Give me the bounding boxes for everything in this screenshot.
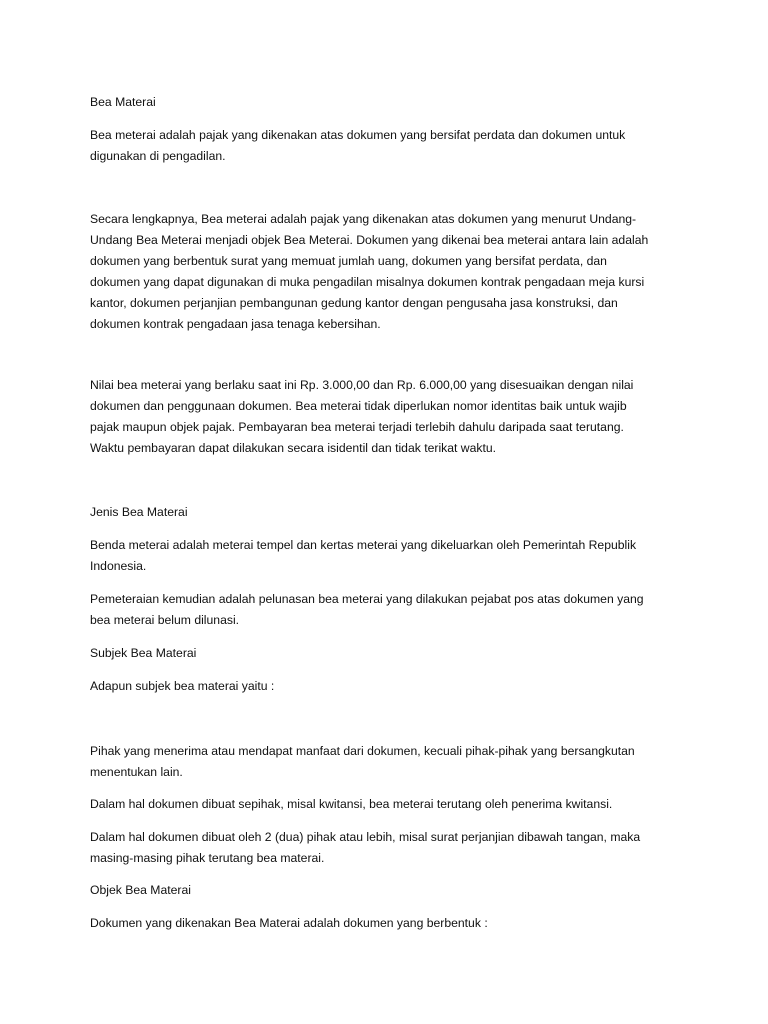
paragraph-nilai: Nilai bea meterai yang berlaku saat ini Rp. 3.000,00 dan Rp. 6.000,00 yang disesuaikan dengan nilai dokumen dan penggunaan dokumen. Bea meterai tidak diperlukan nomor identitas baik untuk wajib pajak maupun objek pajak. Pembayaran bea meterai terjadi terlebih dahulu daripada saat terutang. Waktu pembayaran dapat dilakukan secara isidentil dan tidak terikat waktu. xyxy=(90,378,634,455)
heading-bea-materai: Bea Materai xyxy=(90,95,156,109)
heading-objek: Objek Bea Materai xyxy=(90,883,191,897)
paragraph-definition: Bea meterai adalah pajak yang dikenakan atas dokumen yang bersifat perdata dan dokumen untuk digunakan di pengadilan. xyxy=(90,128,626,163)
paragraph-subjek-intro: Adapun subjek bea materai yaitu : xyxy=(90,679,275,693)
heading-subjek: Subjek Bea Materai xyxy=(90,646,197,660)
paragraph-objek-intro: Dokumen yang dikenakan Bea Materai adalah dokumen yang berbentuk : xyxy=(90,916,488,930)
paragraph-detail: Secara lengkapnya, Bea meterai adalah pajak yang dikenakan atas dokumen yang menurut Undang- Undang Bea Meterai menjadi objek Bea Meterai. Dokumen yang dikenai bea meterai antara lain adalah dokumen yang berbentuk surat yang memuat jumlah uang, dokumen yang bersifat perdata, dan dokumen yang dapat digunakan di muka pengadilan misalnya dokumen kontrak pengadaan meja kursi kantor, dokumen perjanjian pembangunan gedung kantor dengan pengusaha jasa konstruksi, dan dokumen kontrak pengadaan jasa tenaga kebersihan. xyxy=(90,212,649,331)
paragraph-benda-meterai: Benda meterai adalah meterai tempel dan kertas meterai yang dikeluarkan oleh Pemerintah Republik Indonesia. xyxy=(90,538,637,573)
heading-jenis: Jenis Bea Materai xyxy=(90,505,188,519)
paragraph-dua-pihak: Dalam hal dokumen dibuat oleh 2 (dua) pihak atau lebih, misal surat perjanjian dibawah tangan, maka masing-masing pihak terutang bea materai. xyxy=(90,830,641,865)
paragraph-pihak: Pihak yang menerima atau mendapat manfaat dari dokumen, kecuali pihak-pihak yang bersangkutan menentukan lain. xyxy=(90,744,635,779)
paragraph-sepihak: Dalam hal dokumen dibuat sepihak, misal kwitansi, bea meterai terutang oleh penerima kwitansi. xyxy=(90,797,613,811)
paragraph-pemeteraian: Pemeteraian kemudian adalah pelunasan bea meterai yang dilakukan pejabat pos atas dokumen yang bea meterai belum dilunasi. xyxy=(90,592,644,627)
